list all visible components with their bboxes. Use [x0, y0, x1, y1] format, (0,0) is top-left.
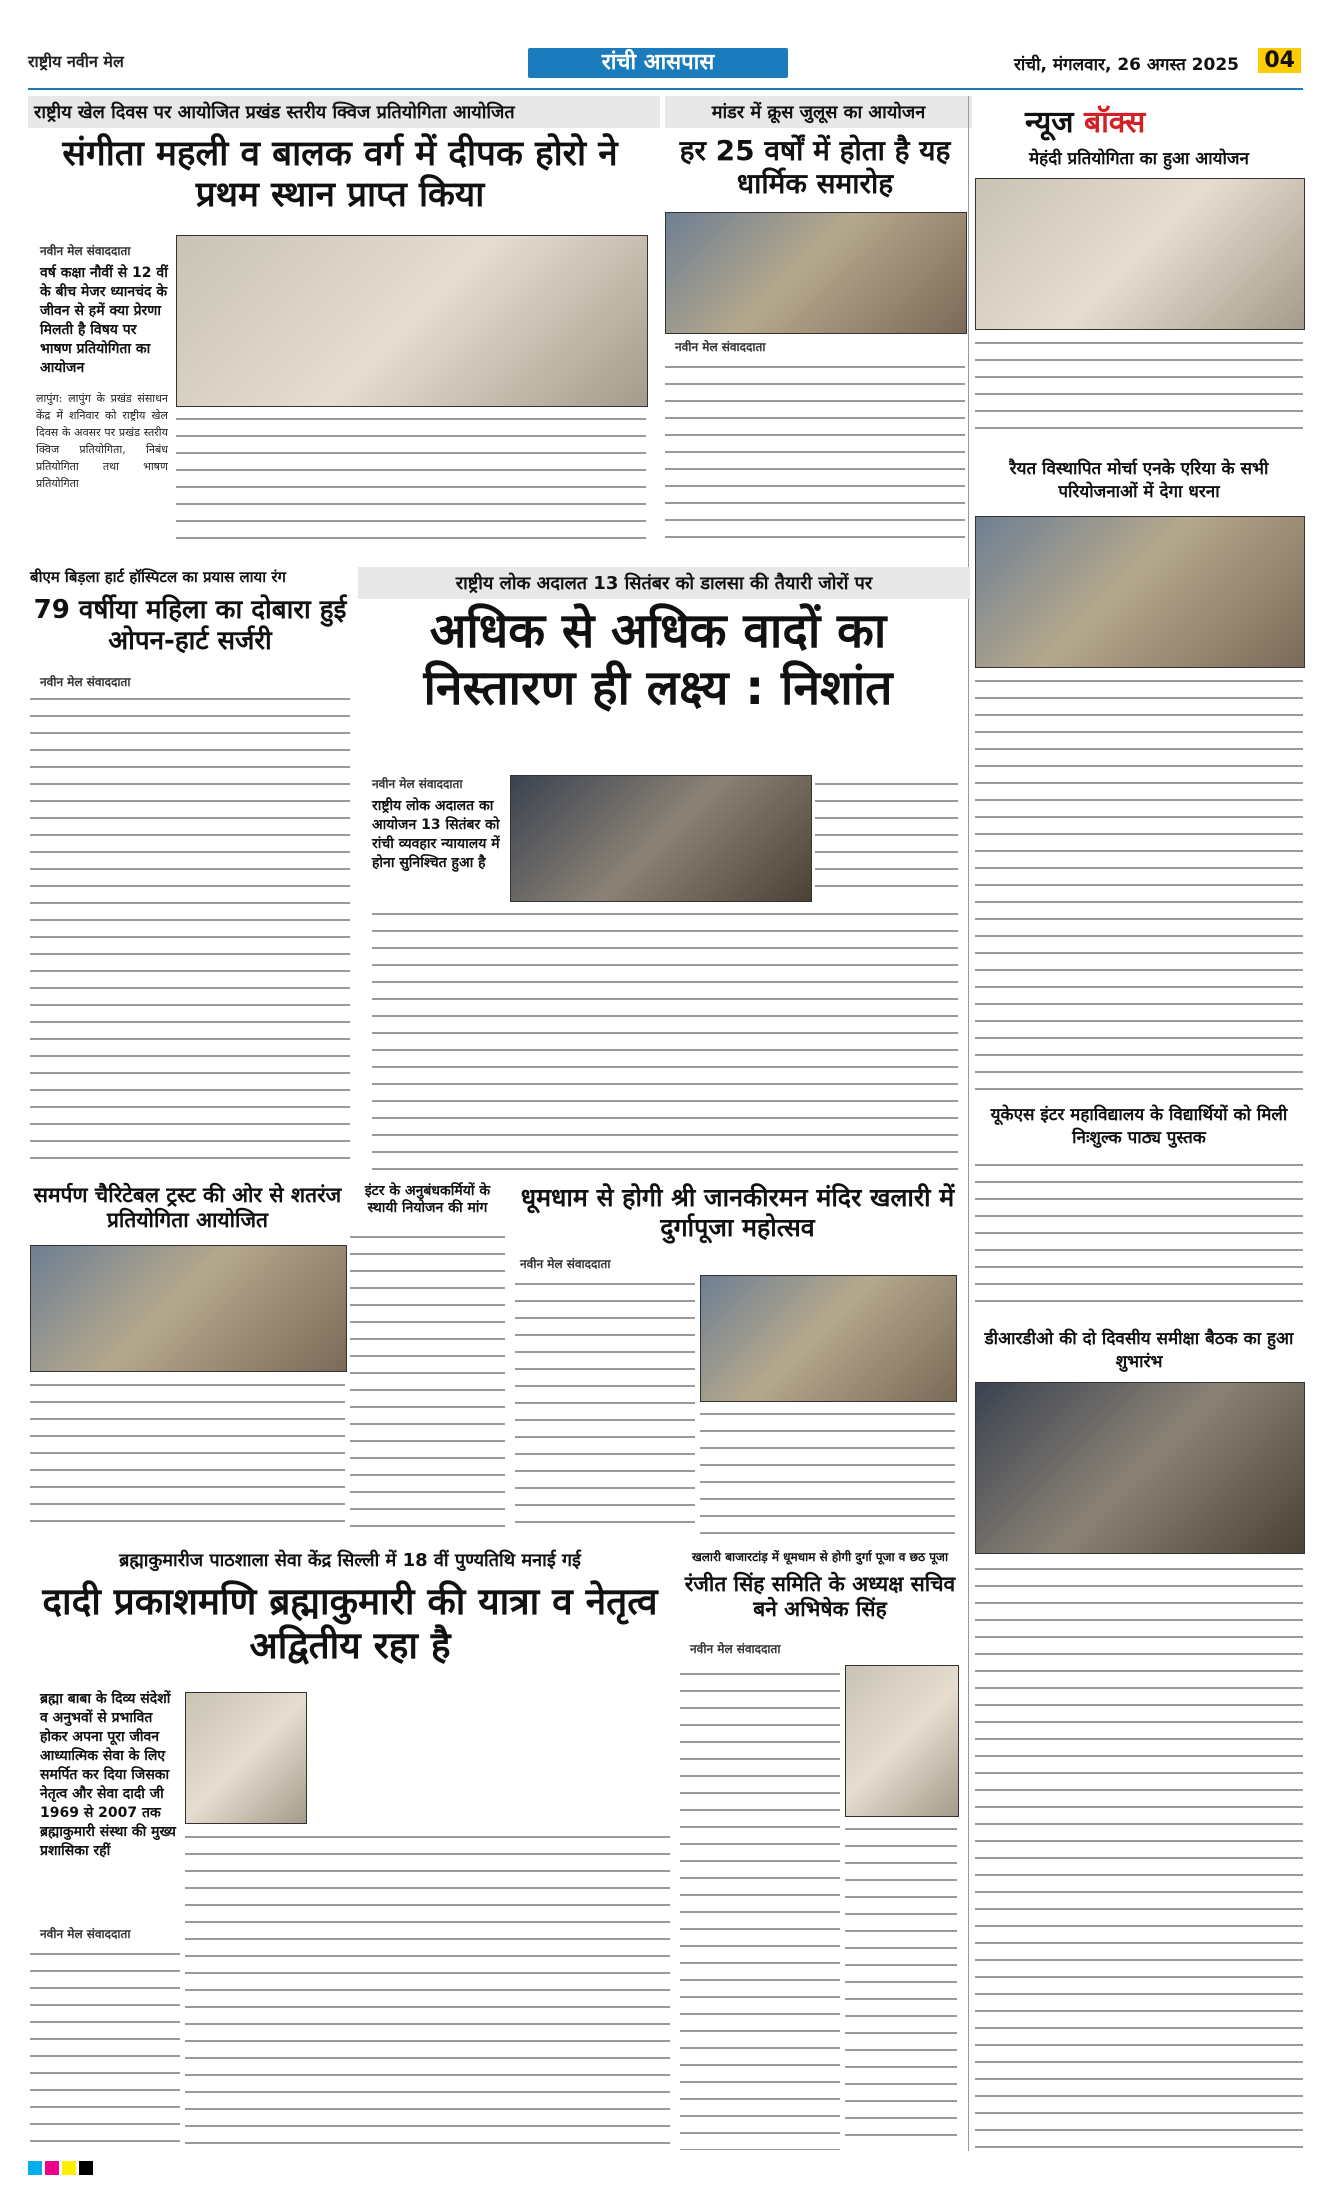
story9-photo	[845, 1665, 959, 1817]
story9-body-left	[680, 1665, 840, 2150]
newsbox-item1-photo	[975, 178, 1305, 330]
brand-name: राष्ट्रीय नवीन मेल	[28, 52, 124, 71]
story9-kicker: खलारी बाजारटांड़ में धूमधाम से होगी दुर्गा पूजा व छठ पूजा	[691, 1550, 949, 1564]
story4-pull-quote: राष्ट्रीय लोक अदालत का आयोजन 13 सितंबर को रांची व्यवहार न्यायालय में होना सुनिश्चित हुआ है	[372, 798, 500, 871]
news-box-column	[975, 96, 1303, 2156]
newsbox-item4-head: डीआरडीओ की दो दिवसीय समीक्षा बैठक का हुआ शुभारंभ	[984, 1329, 1294, 1372]
newsbox-item3-body	[975, 1156, 1303, 1316]
story2-photo	[665, 212, 967, 334]
newsbox-item4-photo	[975, 1382, 1305, 1554]
story2-headline: हर 25 वर्षों में होता है यह धार्मिक समारोह	[679, 134, 951, 201]
story8-pull-quote: ब्रह्मा बाबा के दिव्य संदेशों व अनुभवों से प्रभावित होकर अपना पूरा जीवन आध्यात्मिक सेवा के लिए समर्पित कर दिया जिसका नेतृत्व और सेवा दादी जी 1969 से 2007 तक ब्रह्माकुमारी संस्था की मुख्य प्रशासिका रहीं	[40, 1691, 176, 1859]
newsbox-item1-body	[975, 334, 1303, 444]
story2-kicker: मांडर में क्रूस जुलूस का आयोजन	[665, 96, 972, 128]
story7-body-left	[515, 1275, 695, 1535]
black-swatch	[79, 2161, 93, 2175]
story8-body	[185, 1828, 670, 2150]
story1-byline: नवीन मेल संवाददाता	[40, 244, 131, 258]
story9-byline: नवीन मेल संवाददाता	[690, 1642, 781, 1656]
story4-photo	[510, 775, 812, 902]
story4-body-right	[815, 775, 958, 900]
column-divider	[968, 96, 969, 2151]
story7-headline: धूमधाम से होगी श्री जानकीरमन मंदिर खलारी में दुर्गापूजा महोत्सव	[520, 1183, 955, 1242]
story1-lead: लापुंग: लापुंग के प्रखंड संसाधन केंद्र में शनिवार को राष्ट्रीय खेल दिवस के अवसर पर प्रखंड स्तरीय क्विज प्रतियोगिता, निबंध प्रतियोगिता तथा भाषण प्रतियोगिता	[36, 392, 168, 490]
print-registration-bar	[28, 2160, 1303, 2176]
story8-kicker: ब्रह्माकुमारीज पाठशाला सेवा केंद्र सिल्ली में 18 वीं पुण्यतिथि मनाई गई	[119, 1550, 581, 1571]
story8-headline: दादी प्रकाशमणि ब्रह्माकुमारी की यात्रा व नेतृत्व अद्वितीय रहा है	[42, 1580, 658, 1667]
story4-headline: अधिक से अधिक वादों का निस्तारण ही लक्ष्य : निशांत	[423, 603, 893, 716]
story7-byline: नवीन मेल संवाददाता	[520, 1257, 611, 1271]
story8-byline: नवीन मेल संवाददाता	[40, 1927, 131, 1941]
story1-pull-quote: वर्ष कक्षा नौवीं से 12 वीं के बीच मेजर ध्यानचंद के जीवन से हमें क्या प्रेरणा मिलती है विषय पर भाषण प्रतियोगिता का आयोजन	[40, 265, 168, 376]
story8-body-left	[30, 1945, 180, 2150]
newsbox-item3-head: यूकेएस इंटर महाविद्यालय के विद्यार्थियों को मिली निःशुल्क पाठ्य पुस्तक	[990, 1105, 1288, 1148]
story4-body	[372, 905, 958, 1175]
story8-photo	[185, 1692, 307, 1824]
story5-photo	[30, 1245, 347, 1372]
story1-photo	[176, 235, 648, 407]
story9-headline: रंजीत सिंह समिति के अध्यक्ष सचिव बने अभिषेक सिंह	[684, 1572, 956, 1621]
story5-headline: समर्पण चैरिटेबल ट्रस्ट की ओर से शतरंज प्रतियोगिता आयोजित	[33, 1183, 342, 1232]
yellow-swatch	[62, 2161, 76, 2175]
story4-byline: नवीन मेल संवाददाता	[372, 777, 463, 791]
story6-body	[350, 1228, 505, 1536]
newsbox-item4-body	[975, 1560, 1303, 2150]
story7-photo	[700, 1275, 957, 1402]
section-label: रांची आसपास	[528, 48, 788, 78]
story7-body-right	[700, 1405, 955, 1535]
news-box-title-b: बॉक्स	[1083, 105, 1146, 140]
story6-headline: इंटर के अनुबंधकर्मियों के स्थायी नियोजन की मांग	[364, 1183, 491, 1216]
masthead-rule	[28, 88, 1303, 90]
newsbox-item2-head: रैयत विस्थापित मोर्चा एनके एरिया के सभी परियोजनाओं में देगा धरना	[1009, 459, 1269, 502]
story2-byline: नवीन मेल संवाददाता	[675, 340, 766, 354]
newsbox-item2-photo	[975, 516, 1305, 668]
story3-byline: नवीन मेल संवाददाता	[40, 675, 131, 689]
cyan-swatch	[28, 2161, 42, 2175]
newsbox-item1-head: मेहंदी प्रतियोगिता का हुआ आयोजन	[1029, 149, 1249, 169]
dateline: रांची, मंगलवार, 26 अगस्त 2025	[1013, 55, 1239, 75]
news-box-title-a: न्यूज	[1025, 105, 1074, 140]
story1-kicker: राष्ट्रीय खेल दिवस पर आयोजित प्रखंड स्तरीय क्विज प्रतियोगिता आयोजित	[28, 96, 660, 128]
magenta-swatch	[45, 2161, 59, 2175]
masthead	[28, 44, 1303, 88]
story3-body	[30, 690, 350, 1170]
story1-body	[176, 410, 646, 550]
story9-body-right	[845, 1820, 957, 2150]
story1-headline: संगीता महली व बालक वर्ग में दीपक होरो ने प्रथम स्थान प्राप्त किया	[62, 134, 618, 216]
newsbox-item2-body	[975, 672, 1303, 1092]
story2-body	[665, 358, 965, 553]
news-box-title	[1025, 100, 1145, 141]
page-number: 04	[1258, 48, 1301, 73]
story5-body	[30, 1376, 345, 1536]
story3-kicker: बीएम बिड़ला हार्ट हॉस्पिटल का प्रयास लाया रंग	[30, 568, 286, 586]
story3-headline: 79 वर्षीया महिला का दोबारा हुई ओपन-हार्ट सर्जरी	[33, 595, 347, 656]
story4-kicker: राष्ट्रीय लोक अदालत 13 सितंबर को डालसा की तैयारी जोरों पर	[358, 567, 970, 599]
